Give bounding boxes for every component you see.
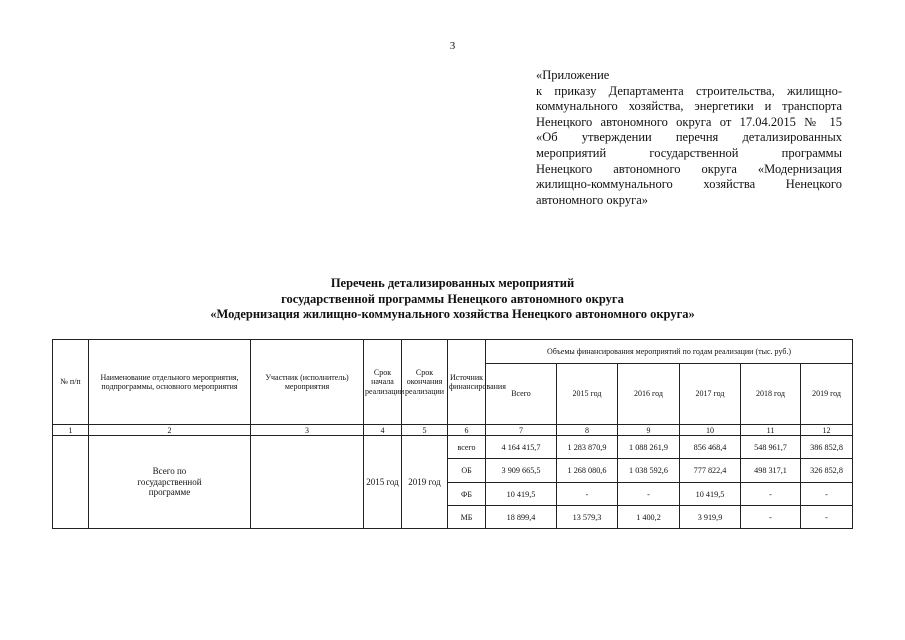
column-index: 2 — [89, 425, 251, 436]
title-line: Перечень детализированных мероприятий — [330, 276, 575, 290]
annex-line: мероприятий государственной программы — [536, 145, 842, 160]
value-cell: 1 268 080,6 — [557, 459, 618, 483]
header-end: Срок окончания реализации — [402, 340, 448, 425]
column-index: 7 — [486, 425, 557, 436]
value-cell: 3 919,9 — [680, 506, 741, 529]
row-participant — [251, 436, 364, 529]
header-source: Источник финансирования — [448, 340, 486, 425]
value-cell: 1 038 592,6 — [618, 459, 680, 483]
header-year: 2019 год — [801, 364, 853, 425]
header-year: 2017 год — [680, 364, 741, 425]
row-start: 2015 год — [364, 436, 402, 529]
document-title — [0, 276, 905, 323]
column-index: 9 — [618, 425, 680, 436]
column-index: 8 — [557, 425, 618, 436]
value-cell: 856 468,4 — [680, 436, 741, 459]
column-index: 1 — [53, 425, 89, 436]
annex-line: к приказу Департамента строительства, жилищно- — [536, 83, 842, 98]
header-total: Всего — [486, 364, 557, 425]
table-row — [53, 436, 853, 459]
funding-source: ОБ — [448, 459, 486, 483]
value-cell: - — [557, 483, 618, 506]
header-name: Наименование отдельного мероприятия, подпрограммы, основного мероприятия — [89, 340, 251, 425]
header-year: 2015 год — [557, 364, 618, 425]
value-cell: 498 317,1 — [741, 459, 801, 483]
annex-block — [536, 68, 842, 208]
annex-line: «Приложение — [536, 68, 610, 82]
title-line: «Модернизация жилищно-коммунального хозяйства Ненецкого автономного округа» — [210, 307, 695, 321]
funding-source: ФБ — [448, 483, 486, 506]
value-cell: 326 852,8 — [801, 459, 853, 483]
column-index: 4 — [364, 425, 402, 436]
value-cell: 10 419,5 — [486, 483, 557, 506]
value-cell: 10 419,5 — [680, 483, 741, 506]
value-cell: - — [618, 483, 680, 506]
column-index: 11 — [741, 425, 801, 436]
page-number: 3 — [449, 40, 456, 52]
row-name: Всего по государственной программе — [89, 436, 251, 529]
value-cell: 13 579,3 — [557, 506, 618, 529]
header-funding-group: Объемы финансирования мероприятий по годам реализации (тыс. руб.) — [486, 340, 853, 364]
annex-line: коммунального хозяйства, энергетики и транспорта — [536, 99, 842, 114]
header-start: Срок начала реализации — [364, 340, 402, 425]
title-line: государственной программы Ненецкого автономного округа — [281, 291, 624, 306]
value-cell: 18 899,4 — [486, 506, 557, 529]
value-cell: 548 961,7 — [741, 436, 801, 459]
column-index: 12 — [801, 425, 853, 436]
header-year: 2018 год — [741, 364, 801, 425]
funding-source: МБ — [448, 506, 486, 529]
value-cell: 1 283 870,9 — [557, 436, 618, 459]
funding-table — [52, 339, 853, 529]
value-cell: - — [801, 483, 853, 506]
value-cell: 777 822,4 — [680, 459, 741, 483]
column-index-row — [53, 425, 853, 436]
column-index: 10 — [680, 425, 741, 436]
annex-line: жилищно-коммунального хозяйства Ненецкого — [536, 177, 842, 192]
value-cell: 3 909 665,5 — [486, 459, 557, 483]
annex-line: Ненецкого автономного округа «Модернизация — [536, 161, 842, 176]
column-index: 6 — [448, 425, 486, 436]
row-num-cell — [53, 436, 89, 529]
annex-line: «Об утверждении перечня детализированных — [536, 130, 842, 145]
annex-line: Ненецкого автономного округа от 17.04.2015 № 15 — [536, 114, 842, 129]
value-cell: 386 852,8 — [801, 436, 853, 459]
column-index: 5 — [402, 425, 448, 436]
value-cell: - — [741, 483, 801, 506]
value-cell: 1 088 261,9 — [618, 436, 680, 459]
header-participant: Участник (исполнитель) мероприятия — [251, 340, 364, 425]
row-end: 2019 год — [402, 436, 448, 529]
value-cell: - — [801, 506, 853, 529]
column-index: 3 — [251, 425, 364, 436]
annex-line: автономного округа» — [536, 192, 649, 207]
value-cell: - — [741, 506, 801, 529]
value-cell: 1 400,2 — [618, 506, 680, 529]
header-num: № п/п — [53, 340, 89, 425]
value-cell: 4 164 415,7 — [486, 436, 557, 459]
funding-source: всего — [448, 436, 486, 459]
header-year: 2016 год — [618, 364, 680, 425]
